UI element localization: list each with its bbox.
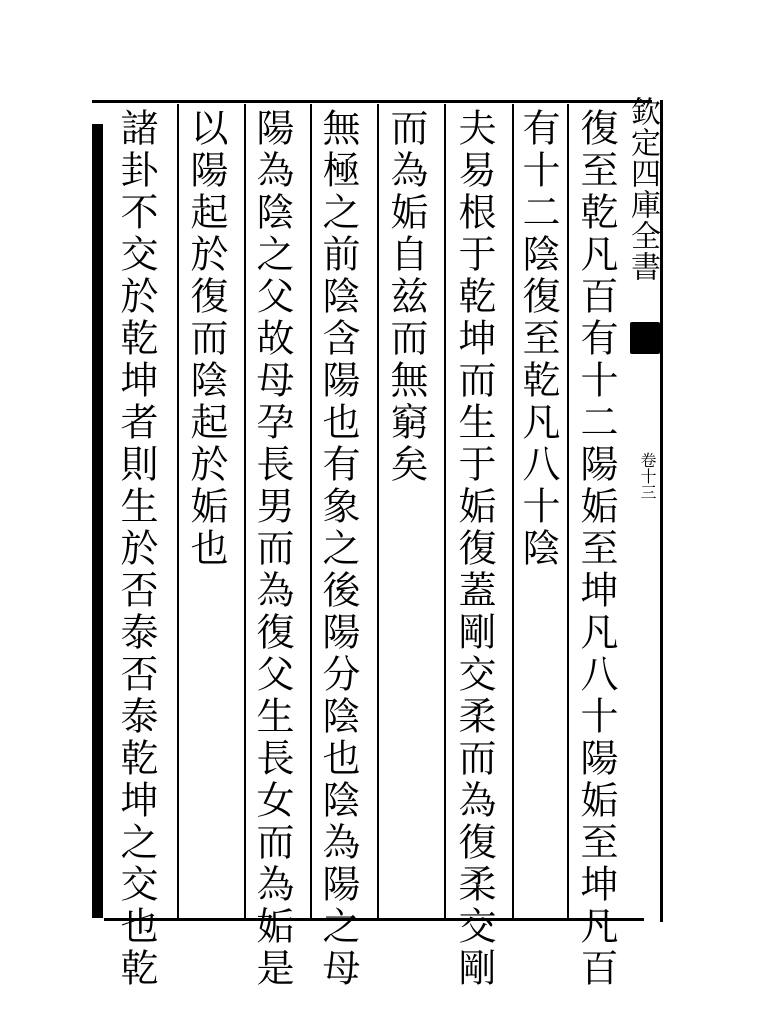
text-column-8: 諸卦不交於乾坤者則生於否泰否泰乾坤之交也乾 [114, 108, 158, 990]
fishtail-mark [630, 322, 660, 354]
column-divider [444, 104, 446, 918]
text-column-4: 而為姤自兹而無窮矣 [384, 108, 428, 486]
column-divider [512, 104, 514, 918]
column-divider [377, 104, 379, 918]
text-column-7: 以陽起於復而陰起於姤也 [184, 108, 228, 570]
bottom-border [104, 918, 644, 921]
book-title: 欽定四庫全書 [625, 96, 660, 282]
text-column-6: 陽為陰之父故母孕長男而為復父生長女而為姤是 [250, 108, 294, 990]
left-border [92, 124, 103, 918]
column-divider [244, 104, 246, 918]
column-divider [177, 104, 179, 918]
top-border [92, 100, 652, 103]
column-divider [567, 104, 569, 918]
column-divider [310, 104, 312, 918]
volume-number: 卷十三 [638, 452, 657, 500]
text-column-5: 無極之前陰含陽也有象之後陽分陰也陰為陽之母 [316, 108, 360, 990]
text-column-2: 有十二陰復至乾凡八十陰 [516, 108, 560, 570]
text-column-3: 夫易根于乾坤而生于姤復蓋剛交柔而為復柔交剛 [452, 108, 496, 990]
text-column-1: 復至乾凡百有十二陽姤至坤凡八十陽姤至坤凡百 [574, 108, 618, 990]
